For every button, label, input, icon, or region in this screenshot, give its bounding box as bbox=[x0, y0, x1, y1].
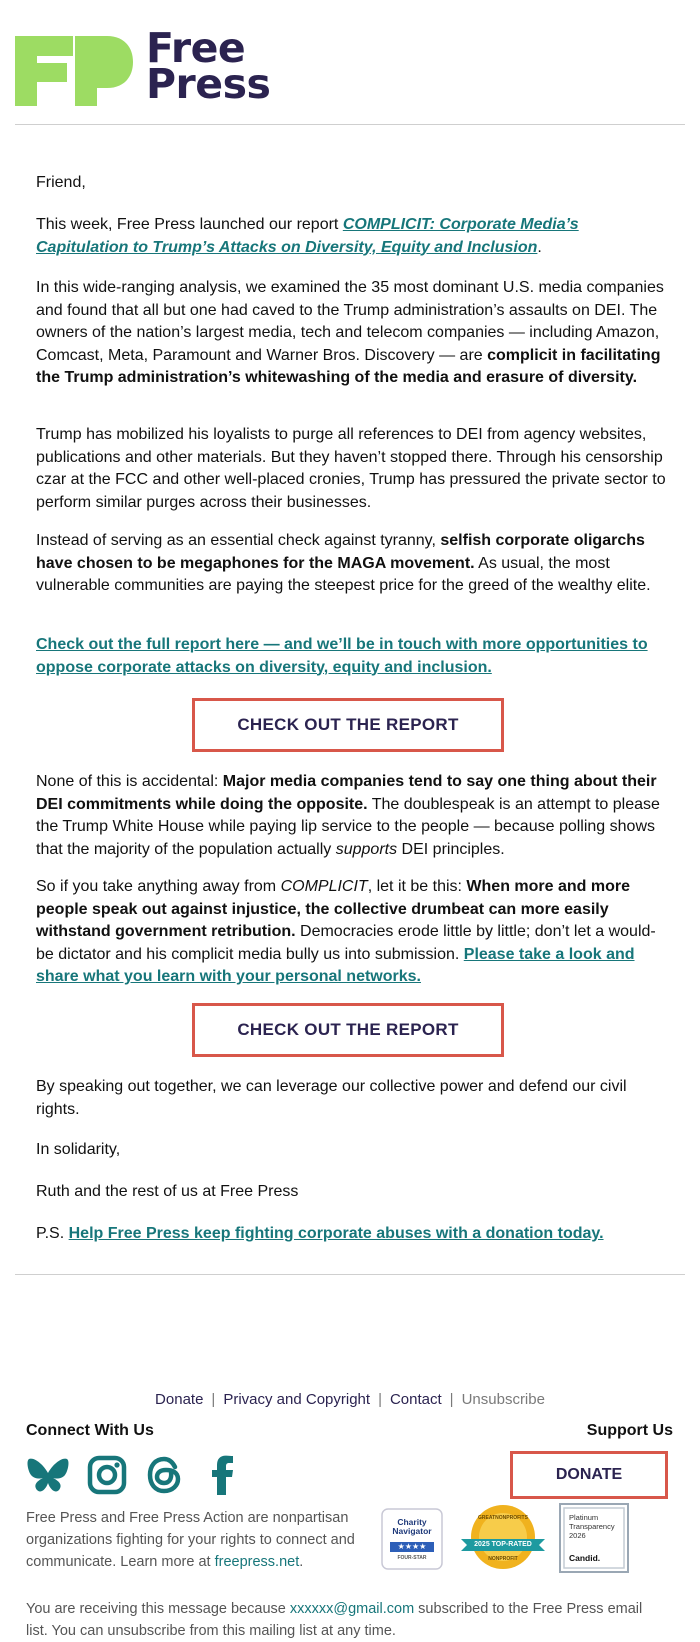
check-out-report-button-2[interactable]: CHECK OUT THE REPORT bbox=[192, 1003, 504, 1057]
facebook-icon[interactable] bbox=[202, 1453, 246, 1497]
candid-line2: Transparency bbox=[569, 1522, 615, 1531]
footer-separator: | bbox=[211, 1391, 216, 1408]
freepress-net-link[interactable]: freepress.net bbox=[214, 1554, 300, 1570]
candid-transparency-badge[interactable] bbox=[559, 1503, 629, 1573]
footer-donate-link[interactable]: Donate bbox=[155, 1391, 204, 1408]
footer-separator: | bbox=[378, 1391, 382, 1408]
footer-privacy-link[interactable]: Privacy and Copyright bbox=[223, 1391, 371, 1408]
subscriber-email: xxxxxx@gmail.com bbox=[289, 1601, 415, 1617]
charity-navigator-stars: ★★★★ bbox=[397, 1542, 427, 1551]
footer-divider bbox=[15, 1274, 685, 1275]
charity-navigator-rating: FOUR-STAR bbox=[397, 1555, 427, 1561]
great-nonprofits-badge[interactable] bbox=[459, 1503, 547, 1573]
bluesky-icon[interactable] bbox=[26, 1453, 70, 1497]
greeting: Friend, bbox=[36, 174, 86, 191]
great-nonprofits-bottom: NONPROFIT bbox=[488, 1556, 518, 1562]
footer-links bbox=[0, 1391, 700, 1408]
great-nonprofits-ribbon: 2025 TOP-RATED bbox=[474, 1541, 532, 1548]
subscription-notice: You are receiving this message because xxxxxx@gmail.com subscribed to the Free Press email list. You can unsubscribe from this mailing list at any time. bbox=[26, 1601, 643, 1639]
footer-unsubscribe-link[interactable]: Unsubscribe bbox=[461, 1391, 545, 1408]
paragraph-takeaway: So if you take anything away from COMPLICIT, let it be this: When more and more people speak out against injustice, the collective drumbeat can more easily withstand government retribution. Democracies erode little by little; don’t let a would-be dictator and his complicit media bully us into submission. Please take a look and share what you learn with your personal networks. bbox=[36, 878, 656, 985]
paragraph-intro: This week, Free Press launched our report COMPLICIT: Corporate Media’s Capitulation to Trump’s Attacks on Diversity, Equity and Inclusion. bbox=[36, 216, 579, 256]
about-text: Free Press and Free Press Action are nonpartisan organizations fighting for your rights to connect and communicate. Learn more at freepress.net. bbox=[26, 1510, 355, 1570]
signature: Ruth and the rest of us at Free Press bbox=[36, 1183, 299, 1200]
candid-brand: Candid. bbox=[569, 1553, 601, 1563]
footer-separator: | bbox=[449, 1391, 454, 1408]
great-nonprofits-seal bbox=[459, 1503, 547, 1573]
paragraph-report-link bbox=[36, 634, 666, 679]
paragraph-trump: Trump has mobilized his loyalists to purge all references to DEI from agency websites, publications and other materials. But they haven’t stopped there. Through his censorship czar at the FCC and other well-placed cronies, Trump has pressured the private sector to perform similar purges across their businesses. bbox=[36, 426, 666, 511]
report-title-link[interactable]: COMPLICIT: Corporate Media’s Capitulation to Trump’s Attacks on Diversity, Equity and Inclusion bbox=[36, 216, 579, 256]
candid-line3: 2026 bbox=[569, 1531, 586, 1540]
signoff: In solidarity, bbox=[36, 1141, 121, 1158]
postscript: P.S. Help Free Press keep fighting corporate abuses with a donation today. bbox=[36, 1225, 604, 1242]
candid-line1: Platinum bbox=[569, 1513, 599, 1522]
threads-icon[interactable] bbox=[143, 1453, 187, 1497]
donate-button[interactable]: DONATE bbox=[510, 1451, 668, 1499]
full-report-link[interactable]: Check out the full report here — and we’ll be in touch with more opportunities to oppose corporate attacks on diversity, equity and inclusion. bbox=[36, 636, 648, 676]
donation-link[interactable]: Help Free Press keep fighting corporate abuses with a donation today. bbox=[68, 1225, 604, 1242]
logo-wordmark: Free Press bbox=[146, 24, 271, 108]
email-body bbox=[36, 172, 666, 195]
charity-navigator-badge[interactable] bbox=[381, 1508, 443, 1570]
connect-heading: Connect With Us bbox=[26, 1422, 154, 1439]
paragraph-doublespeak: None of this is accidental: Major media companies tend to say one thing about their DEI commitments while doing the opposite. The doublespeak is an attempt to please the Trump White House while paying lip service to the people — because polling shows that the majority of the population actually supports DEI principles. bbox=[36, 773, 660, 858]
footer-contact-link[interactable]: Contact bbox=[389, 1391, 442, 1408]
check-out-report-button[interactable]: CHECK OUT THE REPORT bbox=[192, 698, 504, 752]
support-heading: Support Us bbox=[586, 1422, 673, 1439]
paragraph-analysis: In this wide-ranging analysis, we examined the 35 most dominant U.S. media companies and found that all but one had caved to the Trump administration’s assaults on DEI. The owners of the nation’s largest media, tech and telecom companies — including Amazon, Comcast, Meta, Paramount and Warner Bros. Discovery — are complicit in facilitating the Trump administration’s whitewashing of the media and erasure of diversity. bbox=[36, 279, 664, 386]
paragraph-together: By speaking out together, we can leverage our collective power and defend our civil rights. bbox=[36, 1078, 627, 1118]
instagram-icon[interactable] bbox=[85, 1453, 129, 1497]
charity-navigator-line2: Navigator bbox=[392, 1526, 432, 1536]
paragraph-oligarchs: Instead of serving as an essential check against tyranny, selfish corporate oligarchs have chosen to be megaphones for the MAGA movement. As usual, the most vulnerable communities are paying the steepest price for the greed of the wealthy elite. bbox=[36, 532, 651, 594]
share-networks-link[interactable]: Please take a look and share what you learn with your personal networks. bbox=[36, 945, 635, 985]
header-divider bbox=[15, 124, 685, 125]
great-nonprofits-top: GREATNONPROFITS bbox=[478, 1515, 528, 1521]
charity-navigator-line1: Charity bbox=[397, 1517, 427, 1527]
fp-logo-mark bbox=[15, 36, 133, 106]
